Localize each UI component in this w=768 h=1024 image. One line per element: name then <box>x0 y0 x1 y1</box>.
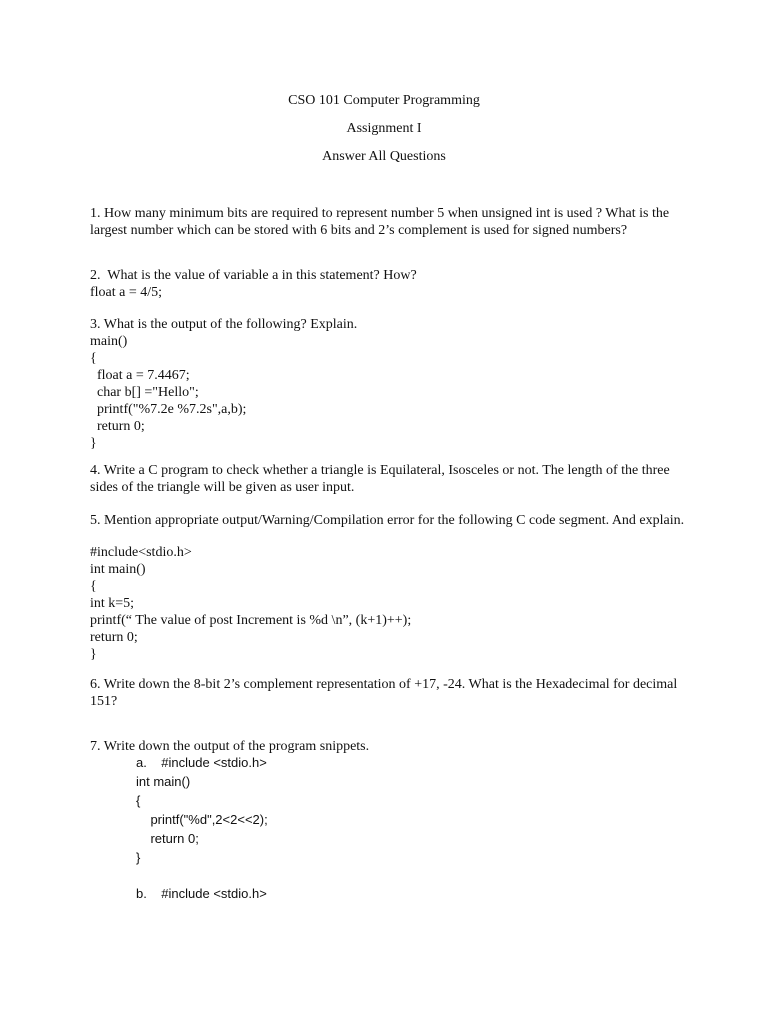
code-line: float a = 7.4467; <box>90 368 190 383</box>
question-2-code: float a = 4/5; <box>90 285 163 300</box>
question-6 <box>90 676 690 710</box>
question-1-line-1: 1. How many minimum bits are required to represent number 5 when unsigned int is used ? What is the <box>90 206 670 221</box>
code-line: return 0; <box>90 630 138 645</box>
question-5-code <box>90 544 690 663</box>
code-line: b. #include <stdio.h> <box>136 886 267 901</box>
code-line: main() <box>90 334 128 349</box>
code-line: int main() <box>136 774 191 789</box>
code-line: printf(“ The value of post Increment is %d \n”, (k+1)++); <box>90 613 412 628</box>
code-line: } <box>90 436 97 451</box>
question-7b-code <box>136 884 267 903</box>
code-line: } <box>136 850 141 865</box>
question-1 <box>90 205 690 239</box>
question-2-line-1: 2. What is the value of variable a in this statement? How? <box>90 268 417 283</box>
question-4-line-1: 4. Write a C program to check whether a triangle is Equilateral, Isosceles or not. The length of the three <box>90 463 670 478</box>
instruction-line: Answer All Questions <box>322 149 446 164</box>
code-line: #include<stdio.h> <box>90 545 192 560</box>
question-3 <box>90 316 690 452</box>
question-7-line-1: 7. Write down the output of the program snippets. <box>90 739 370 754</box>
course-title: CSO 101 Computer Programming <box>288 93 480 108</box>
code-line: printf("%d",2<2<<2); <box>136 812 268 827</box>
question-5 <box>90 512 690 529</box>
question-6-line-2: 151? <box>90 694 118 709</box>
code-line: int k=5; <box>90 596 135 611</box>
question-2 <box>90 267 690 301</box>
question-3-line-1: 3. What is the output of the following? Explain. <box>90 317 358 332</box>
code-line: return 0; <box>136 831 199 846</box>
question-6-line-1: 6. Write down the 8-bit 2’s complement representation of +17, -24. What is the Hexadecimal for decimal <box>90 677 678 692</box>
code-line: a. #include <stdio.h> <box>136 755 267 770</box>
question-5-line-1: 5. Mention appropriate output/Warning/Compilation error for the following C code segment. And explain. <box>90 513 685 528</box>
assignment-title: Assignment I <box>346 121 422 136</box>
question-4 <box>90 462 690 496</box>
code-line: printf("%7.2e %7.2s",a,b); <box>90 402 247 417</box>
code-line: int main() <box>90 562 146 577</box>
code-line: } <box>90 647 97 662</box>
question-4-line-2: sides of the triangle will be given as user input. <box>90 480 355 495</box>
code-line: { <box>90 579 97 594</box>
code-line: return 0; <box>90 419 145 434</box>
code-line: { <box>90 351 97 366</box>
question-7a-code <box>136 753 268 867</box>
code-line: char b[] ="Hello"; <box>90 385 199 400</box>
question-1-line-2: largest number which can be stored with 6 bits and 2’s complement is used for signed numbers? <box>90 223 628 238</box>
code-line: { <box>136 793 141 808</box>
